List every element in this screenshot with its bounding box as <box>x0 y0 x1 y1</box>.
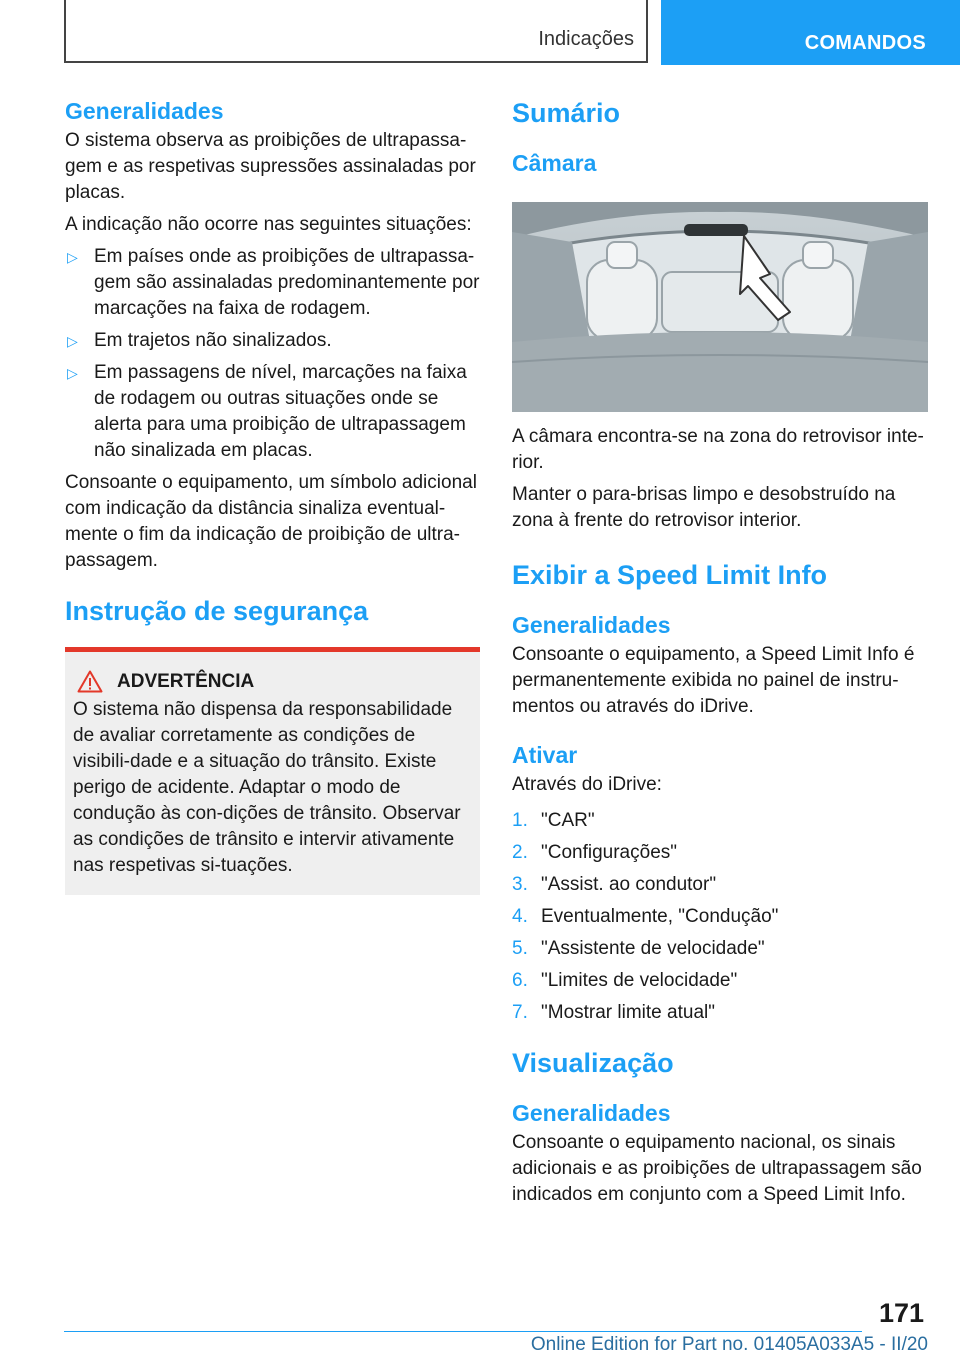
safety-heading: Instrução de segurança <box>65 596 369 626</box>
list-item: 6. "Limites de velocidade" <box>512 970 738 991</box>
activate-heading: Ativar <box>512 742 578 768</box>
camera-location-illustration <box>512 202 928 412</box>
list-item: 3. "Assist. ao condutor" <box>512 874 717 895</box>
list-item: 4. Eventualmente, "Condução" <box>512 906 779 927</box>
header-chapter-tab <box>661 0 960 65</box>
triangle-bullet-icon: ▷ <box>67 365 78 381</box>
list-item: ▷ Em passagens de nível, marcações na faixa de rodagem ou outras situações onde se alerta para uma proibição de ultrapassagem não sinalizada em placas. <box>67 362 467 461</box>
footer-divider <box>64 1331 862 1332</box>
header-section-box <box>64 0 648 63</box>
activate-paragraph: Através do iDrive: <box>512 774 662 795</box>
list-item: 2. "Configurações" <box>512 842 678 863</box>
list-item: 7. "Mostrar limite atual" <box>512 1002 715 1023</box>
activation-steps <box>512 808 928 1026</box>
general-paragraph-2: A indicação não ocorre nas seguintes situações: <box>65 214 472 235</box>
general-paragraph-1: O sistema observa as proibições de ultrapassa-gem e as respetivas supressões assinaladas por placas. <box>65 130 476 203</box>
show-general-heading: Generalidades <box>512 612 671 638</box>
list-item: ▷ Em trajetos não sinalizados. <box>67 330 332 351</box>
camera-heading: Câmara <box>512 150 597 176</box>
summary-heading: Sumário <box>512 98 621 128</box>
header-section-title: Indicações <box>538 28 634 50</box>
list-item: 5. "Assistente de velocidade" <box>512 938 765 959</box>
warning-triangle-icon <box>77 670 103 693</box>
warning-title: ADVERTÊNCIA <box>117 670 255 692</box>
list-item: 1. "CAR" <box>512 810 595 831</box>
situations-list <box>65 244 480 464</box>
page-number: 171 <box>878 1298 924 1328</box>
footer-edition: Online Edition for Part no. 01405A033A5 - II/20 <box>530 1334 928 1355</box>
header-chapter-title: COMANDOS <box>804 32 926 54</box>
display-paragraph: Consoante o equipamento nacional, os sinais adicionais e as proibições de ultrapassagem são indicados em conjunto com a Speed Limit Info. <box>512 1132 922 1205</box>
show-general-paragraph: Consoante o equipamento, a Speed Limit Info é permanentemente exibida no painel de instru-mentos ou através do iDrive. <box>512 644 915 717</box>
right-column <box>512 96 928 1208</box>
camera-paragraph-1: A câmara encontra-se na zona do retrovisor inte-rior. <box>512 426 924 473</box>
warning-box <box>65 647 480 895</box>
general-heading: Generalidades <box>65 98 224 124</box>
warning-header <box>73 670 470 693</box>
camera-paragraph-2: Manter o para-brisas limpo e desobstruído na zona à frente do retrovisor interior. <box>512 484 896 531</box>
warning-text: O sistema não dispensa da responsabilidade de avaliar corretamente as condições de visibili-dade e a situação do trânsito. Existe perigo de acidente. Adaptar o modo de condução às con-dições de trânsito. Observar as condições de trânsito e intervir ativamente nas respetivas si-tuações. <box>73 699 461 876</box>
show-speed-limit-heading: Exibir a Speed Limit Info <box>512 560 828 590</box>
triangle-bullet-icon: ▷ <box>67 333 78 349</box>
left-column <box>65 96 480 895</box>
general-paragraph-3: Consoante o equipamento, um símbolo adicional com indicação da distância sinaliza eventual-mente o fim da indicação de proibição de ultra-passagem. <box>65 472 477 571</box>
list-item: ▷ Em países onde as proibições de ultrapassa-gem são assinaladas predominantemente por marcações na faixa de rodagem. <box>67 246 480 319</box>
display-heading: Visualização <box>512 1048 674 1078</box>
display-general-heading: Generalidades <box>512 1100 671 1126</box>
triangle-bullet-icon: ▷ <box>67 249 78 265</box>
